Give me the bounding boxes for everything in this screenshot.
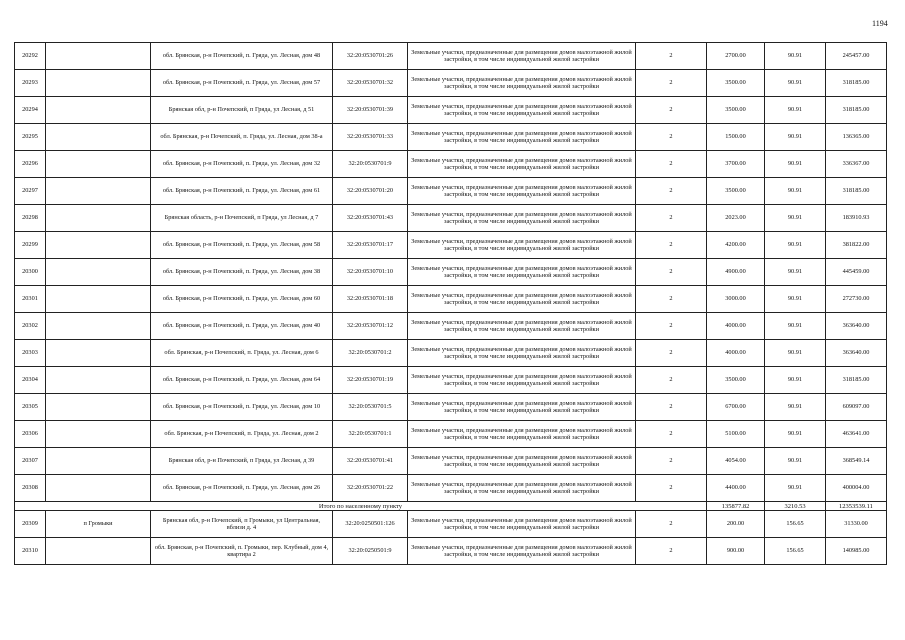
row-cadastral-number: 32:20:0530701:1 bbox=[333, 421, 408, 448]
row-cadastral-number: 32:20:0530701:20 bbox=[333, 178, 408, 205]
row-cadastral-number: 32:20:0530701:12 bbox=[333, 313, 408, 340]
settlement-cell bbox=[46, 286, 151, 313]
row-land-purpose: Земельные участки, предназначенные для размещения домов малоэтажной жилой застройки, в том числе индивидуальной жилой застройки bbox=[408, 97, 636, 124]
row-land-purpose: Земельные участки, предназначенные для размещения домов малоэтажной жилой застройки, в том числе индивидуальной жилой застройки bbox=[408, 70, 636, 97]
row-rate: 90.91 bbox=[765, 313, 826, 340]
table-row bbox=[15, 205, 887, 232]
table-row bbox=[15, 448, 887, 475]
row-cadastral-number: 32:20:0530701:2 bbox=[333, 340, 408, 367]
row-address: обл. Брянская, р-н Почепский, п. Гряда, ул. Лесная, дом 38-а bbox=[151, 124, 333, 151]
row-area: 4000.00 bbox=[707, 340, 765, 367]
row-cadastral-value: 368549.14 bbox=[826, 448, 887, 475]
row-area: 5100.00 bbox=[707, 421, 765, 448]
row-group: 2 bbox=[636, 421, 707, 448]
row-cadastral-number: 32:20:0530701:18 bbox=[333, 286, 408, 313]
row-rate: 90.91 bbox=[765, 205, 826, 232]
row-rate: 90.91 bbox=[765, 259, 826, 286]
row-land-purpose: Земельные участки, предназначенные для размещения домов малоэтажной жилой застройки, в том числе индивидуальной жилой застройки bbox=[408, 475, 636, 502]
row-land-purpose: Земельные участки, предназначенные для размещения домов малоэтажной жилой застройки, в том числе индивидуальной жилой застройки bbox=[408, 448, 636, 475]
row-area: 3500.00 bbox=[707, 367, 765, 394]
row-rate: 90.91 bbox=[765, 43, 826, 70]
row-address: обл. Брянская, р-н Почепский, п. Гряда, ул. Лесная, дом 60 bbox=[151, 286, 333, 313]
row-rate: 90.91 bbox=[765, 475, 826, 502]
row-cadastral-value: 318185.00 bbox=[826, 70, 887, 97]
row-area: 200.00 bbox=[707, 511, 765, 538]
row-address: Брянская область, р-н Почепский, п Гряда, ул Лесная, д 7 bbox=[151, 205, 333, 232]
row-group: 2 bbox=[636, 367, 707, 394]
row-cadastral-number: 32:20:0530701:22 bbox=[333, 475, 408, 502]
page-number: 1194 bbox=[872, 19, 888, 28]
row-address: обл. Брянская, р-н Почепский, п. Громыки, пер. Клубный, дом 4, квартира 2 bbox=[151, 538, 333, 565]
row-id: 20310 bbox=[15, 538, 46, 565]
row-address: Брянская обл, р-н Почепский, п Громыки, ул Центральная, вблизи д. 4 bbox=[151, 511, 333, 538]
total-rate: 3210.53 bbox=[765, 502, 826, 511]
row-group: 2 bbox=[636, 340, 707, 367]
row-area: 4900.00 bbox=[707, 259, 765, 286]
row-rate: 156.65 bbox=[765, 511, 826, 538]
row-address: обл. Брянская, р-н Почепский, п. Гряда, ул. Лесная, дом 10 bbox=[151, 394, 333, 421]
row-rate: 90.91 bbox=[765, 286, 826, 313]
row-id: 20295 bbox=[15, 124, 46, 151]
table-body-total bbox=[15, 502, 887, 511]
row-area: 1500.00 bbox=[707, 124, 765, 151]
row-land-purpose: Земельные участки, предназначенные для размещения домов малоэтажной жилой застройки, в том числе индивидуальной жилой застройки bbox=[408, 151, 636, 178]
row-address: обл. Брянская, р-н Почепский, п. Гряда, ул. Лесная, дом 38 bbox=[151, 259, 333, 286]
row-id: 20309 bbox=[15, 511, 46, 538]
row-cadastral-value: 318185.00 bbox=[826, 178, 887, 205]
row-area: 2023.00 bbox=[707, 205, 765, 232]
row-rate: 90.91 bbox=[765, 394, 826, 421]
row-cadastral-number: 32:20:0530701:5 bbox=[333, 394, 408, 421]
row-land-purpose: Земельные участки, предназначенные для размещения домов малоэтажной жилой застройки, в том числе индивидуальной жилой застройки bbox=[408, 178, 636, 205]
row-id: 20305 bbox=[15, 394, 46, 421]
row-address: обл. Брянская, р-н Почепский, п. Гряда, ул. Лесная, дом 6 bbox=[151, 340, 333, 367]
settlement-cell bbox=[46, 205, 151, 232]
row-cadastral-value: 272730.00 bbox=[826, 286, 887, 313]
row-id: 20301 bbox=[15, 286, 46, 313]
row-land-purpose: Земельные участки, предназначенные для размещения домов малоэтажной жилой застройки, в том числе индивидуальной жилой застройки bbox=[408, 124, 636, 151]
table-row bbox=[15, 340, 887, 367]
row-id: 20304 bbox=[15, 367, 46, 394]
row-land-purpose: Земельные участки, предназначенные для размещения домов малоэтажной жилой застройки, в том числе индивидуальной жилой застройки bbox=[408, 511, 636, 538]
row-cadastral-number: 32:20:0530701:17 bbox=[333, 232, 408, 259]
settlement-cell bbox=[46, 70, 151, 97]
row-cadastral-number: 32:20:0530701:10 bbox=[333, 259, 408, 286]
row-address: обл. Брянская, р-н Почепский, п. Гряда, ул. Лесная, дом 58 bbox=[151, 232, 333, 259]
row-group: 2 bbox=[636, 151, 707, 178]
row-area: 4000.00 bbox=[707, 313, 765, 340]
row-area: 6700.00 bbox=[707, 394, 765, 421]
row-cadastral-value: 463641.00 bbox=[826, 421, 887, 448]
row-group: 2 bbox=[636, 259, 707, 286]
settlement-cell: п Громыки bbox=[46, 511, 151, 538]
row-area: 3500.00 bbox=[707, 70, 765, 97]
row-cadastral-number: 32:20:0530701:43 bbox=[333, 205, 408, 232]
row-land-purpose: Земельные участки, предназначенные для размещения домов малоэтажной жилой застройки, в том числе индивидуальной жилой застройки bbox=[408, 286, 636, 313]
total-row bbox=[15, 502, 887, 511]
row-rate: 90.91 bbox=[765, 70, 826, 97]
table-row bbox=[15, 124, 887, 151]
settlement-cell bbox=[46, 97, 151, 124]
settlement-cell bbox=[46, 538, 151, 565]
row-cadastral-value: 445459.00 bbox=[826, 259, 887, 286]
row-cadastral-value: 136365.00 bbox=[826, 124, 887, 151]
table-row bbox=[15, 97, 887, 124]
row-address: обл. Брянская, р-н Почепский, п. Гряда, ул. Лесная, дом 57 bbox=[151, 70, 333, 97]
row-rate: 90.91 bbox=[765, 97, 826, 124]
settlement-cell bbox=[46, 394, 151, 421]
row-cadastral-value: 318185.00 bbox=[826, 367, 887, 394]
row-rate: 90.91 bbox=[765, 448, 826, 475]
row-cadastral-value: 400004.00 bbox=[826, 475, 887, 502]
row-rate: 90.91 bbox=[765, 124, 826, 151]
row-address: обл. Брянская, р-н Почепский, п. Гряда, ул. Лесная, дом 64 bbox=[151, 367, 333, 394]
table-row bbox=[15, 70, 887, 97]
table-row bbox=[15, 286, 887, 313]
table-row bbox=[15, 394, 887, 421]
row-area: 4200.00 bbox=[707, 232, 765, 259]
row-group: 2 bbox=[636, 70, 707, 97]
row-area: 3700.00 bbox=[707, 151, 765, 178]
row-address: Брянская обл, р-н Почепский, п Гряда, ул Лесная, д 39 bbox=[151, 448, 333, 475]
row-id: 20292 bbox=[15, 43, 46, 70]
table-row bbox=[15, 421, 887, 448]
row-cadastral-number: 32:20:0250501:9 bbox=[333, 538, 408, 565]
row-cadastral-number: 32:20:0530701:26 bbox=[333, 43, 408, 70]
row-group: 2 bbox=[636, 124, 707, 151]
settlement-cell bbox=[46, 259, 151, 286]
row-cadastral-number: 32:20:0530701:32 bbox=[333, 70, 408, 97]
row-rate: 90.91 bbox=[765, 367, 826, 394]
table-row bbox=[15, 313, 887, 340]
row-group: 2 bbox=[636, 232, 707, 259]
row-cadastral-value: 31330.00 bbox=[826, 511, 887, 538]
row-area: 3000.00 bbox=[707, 286, 765, 313]
row-cadastral-value: 363640.00 bbox=[826, 313, 887, 340]
row-id: 20303 bbox=[15, 340, 46, 367]
row-id: 20298 bbox=[15, 205, 46, 232]
table-row bbox=[15, 232, 887, 259]
row-land-purpose: Земельные участки, предназначенные для размещения домов малоэтажной жилой застройки, в том числе индивидуальной жилой застройки bbox=[408, 259, 636, 286]
row-address: обл. Брянская, р-н Почепский, п. Гряда, ул. Лесная, дом 61 bbox=[151, 178, 333, 205]
table-body-gromyki bbox=[15, 511, 887, 565]
settlement-cell bbox=[46, 421, 151, 448]
settlement-cell bbox=[46, 124, 151, 151]
row-cadastral-number: 32:20:0530701:33 bbox=[333, 124, 408, 151]
total-value: 12353539.11 bbox=[826, 502, 887, 511]
row-cadastral-number: 32:20:0250501:126 bbox=[333, 511, 408, 538]
settlement-cell bbox=[46, 313, 151, 340]
row-cadastral-number: 32:20:0530701:41 bbox=[333, 448, 408, 475]
row-id: 20306 bbox=[15, 421, 46, 448]
table-row bbox=[15, 259, 887, 286]
cadastral-value-table bbox=[14, 42, 887, 565]
row-land-purpose: Земельные участки, предназначенные для размещения домов малоэтажной жилой застройки, в том числе индивидуальной жилой застройки bbox=[408, 340, 636, 367]
row-cadastral-value: 336367.00 bbox=[826, 151, 887, 178]
row-land-purpose: Земельные участки, предназначенные для размещения домов малоэтажной жилой застройки, в том числе индивидуальной жилой застройки bbox=[408, 394, 636, 421]
row-id: 20296 bbox=[15, 151, 46, 178]
settlement-cell bbox=[46, 448, 151, 475]
row-id: 20293 bbox=[15, 70, 46, 97]
row-rate: 90.91 bbox=[765, 340, 826, 367]
settlement-cell bbox=[46, 178, 151, 205]
row-land-purpose: Земельные участки, предназначенные для размещения домов малоэтажной жилой застройки, в том числе индивидуальной жилой застройки bbox=[408, 421, 636, 448]
row-rate: 90.91 bbox=[765, 421, 826, 448]
row-id: 20299 bbox=[15, 232, 46, 259]
row-group: 2 bbox=[636, 43, 707, 70]
row-rate: 90.91 bbox=[765, 151, 826, 178]
row-address: Брянская обл, р-н Почепский, п Гряда, ул Лесная, д 51 bbox=[151, 97, 333, 124]
row-group: 2 bbox=[636, 475, 707, 502]
table-row bbox=[15, 43, 887, 70]
row-id: 20307 bbox=[15, 448, 46, 475]
row-area: 4400.00 bbox=[707, 475, 765, 502]
row-address: обл. Брянская, р-н Почепский, п. Гряда, ул. Лесная, дом 2 bbox=[151, 421, 333, 448]
settlement-cell bbox=[46, 151, 151, 178]
row-rate: 90.91 bbox=[765, 232, 826, 259]
row-cadastral-value: 183910.93 bbox=[826, 205, 887, 232]
table-row bbox=[15, 511, 887, 538]
row-land-purpose: Земельные участки, предназначенные для размещения домов малоэтажной жилой застройки, в том числе индивидуальной жилой застройки bbox=[408, 43, 636, 70]
row-area: 3500.00 bbox=[707, 178, 765, 205]
row-address: обл. Брянская, р-н Почепский, п. Гряда, ул. Лесная, дом 48 bbox=[151, 43, 333, 70]
total-area: 135877.82 bbox=[707, 502, 765, 511]
row-id: 20297 bbox=[15, 178, 46, 205]
table-row bbox=[15, 475, 887, 502]
row-cadastral-value: 318185.00 bbox=[826, 97, 887, 124]
row-group: 2 bbox=[636, 97, 707, 124]
table-row bbox=[15, 538, 887, 565]
row-group: 2 bbox=[636, 511, 707, 538]
row-id: 20294 bbox=[15, 97, 46, 124]
row-area: 3500.00 bbox=[707, 97, 765, 124]
table-row bbox=[15, 151, 887, 178]
row-area: 900.00 bbox=[707, 538, 765, 565]
row-cadastral-number: 32:20:0530701:19 bbox=[333, 367, 408, 394]
row-cadastral-value: 140985.00 bbox=[826, 538, 887, 565]
row-group: 2 bbox=[636, 205, 707, 232]
row-land-purpose: Земельные участки, предназначенные для размещения домов малоэтажной жилой застройки, в том числе индивидуальной жилой застройки bbox=[408, 538, 636, 565]
row-id: 20308 bbox=[15, 475, 46, 502]
settlement-cell bbox=[46, 232, 151, 259]
row-address: обл. Брянская, р-н Почепский, п. Гряда, ул. Лесная, дом 32 bbox=[151, 151, 333, 178]
row-group: 2 bbox=[636, 394, 707, 421]
row-address: обл. Брянская, р-н Почепский, п. Гряда, ул. Лесная, дом 40 bbox=[151, 313, 333, 340]
row-cadastral-number: 32:20:0530701:9 bbox=[333, 151, 408, 178]
row-group: 2 bbox=[636, 538, 707, 565]
row-rate: 156.65 bbox=[765, 538, 826, 565]
table-body-grjada bbox=[15, 43, 887, 502]
row-group: 2 bbox=[636, 313, 707, 340]
row-cadastral-value: 363640.00 bbox=[826, 340, 887, 367]
settlement-cell bbox=[46, 475, 151, 502]
row-area: 4054.00 bbox=[707, 448, 765, 475]
row-area: 2700.00 bbox=[707, 43, 765, 70]
row-group: 2 bbox=[636, 178, 707, 205]
settlement-cell bbox=[46, 340, 151, 367]
row-land-purpose: Земельные участки, предназначенные для размещения домов малоэтажной жилой застройки, в том числе индивидуальной жилой застройки bbox=[408, 367, 636, 394]
settlement-cell bbox=[46, 367, 151, 394]
row-land-purpose: Земельные участки, предназначенные для размещения домов малоэтажной жилой застройки, в том числе индивидуальной жилой застройки bbox=[408, 313, 636, 340]
row-cadastral-value: 609097.00 bbox=[826, 394, 887, 421]
row-land-purpose: Земельные участки, предназначенные для размещения домов малоэтажной жилой застройки, в том числе индивидуальной жилой застройки bbox=[408, 232, 636, 259]
row-group: 2 bbox=[636, 448, 707, 475]
table-row bbox=[15, 367, 887, 394]
row-group: 2 bbox=[636, 286, 707, 313]
total-label: Итого по населенному пункту bbox=[15, 502, 707, 511]
row-rate: 90.91 bbox=[765, 178, 826, 205]
row-cadastral-value: 381822.00 bbox=[826, 232, 887, 259]
row-address: обл. Брянская, р-н Почепский, п. Гряда, ул. Лесная, дом 26 bbox=[151, 475, 333, 502]
row-cadastral-value: 245457.00 bbox=[826, 43, 887, 70]
row-id: 20300 bbox=[15, 259, 46, 286]
settlement-cell bbox=[46, 43, 151, 70]
row-land-purpose: Земельные участки, предназначенные для размещения домов малоэтажной жилой застройки, в том числе индивидуальной жилой застройки bbox=[408, 205, 636, 232]
row-cadastral-number: 32:20:0530701:39 bbox=[333, 97, 408, 124]
row-id: 20302 bbox=[15, 313, 46, 340]
table-row bbox=[15, 178, 887, 205]
